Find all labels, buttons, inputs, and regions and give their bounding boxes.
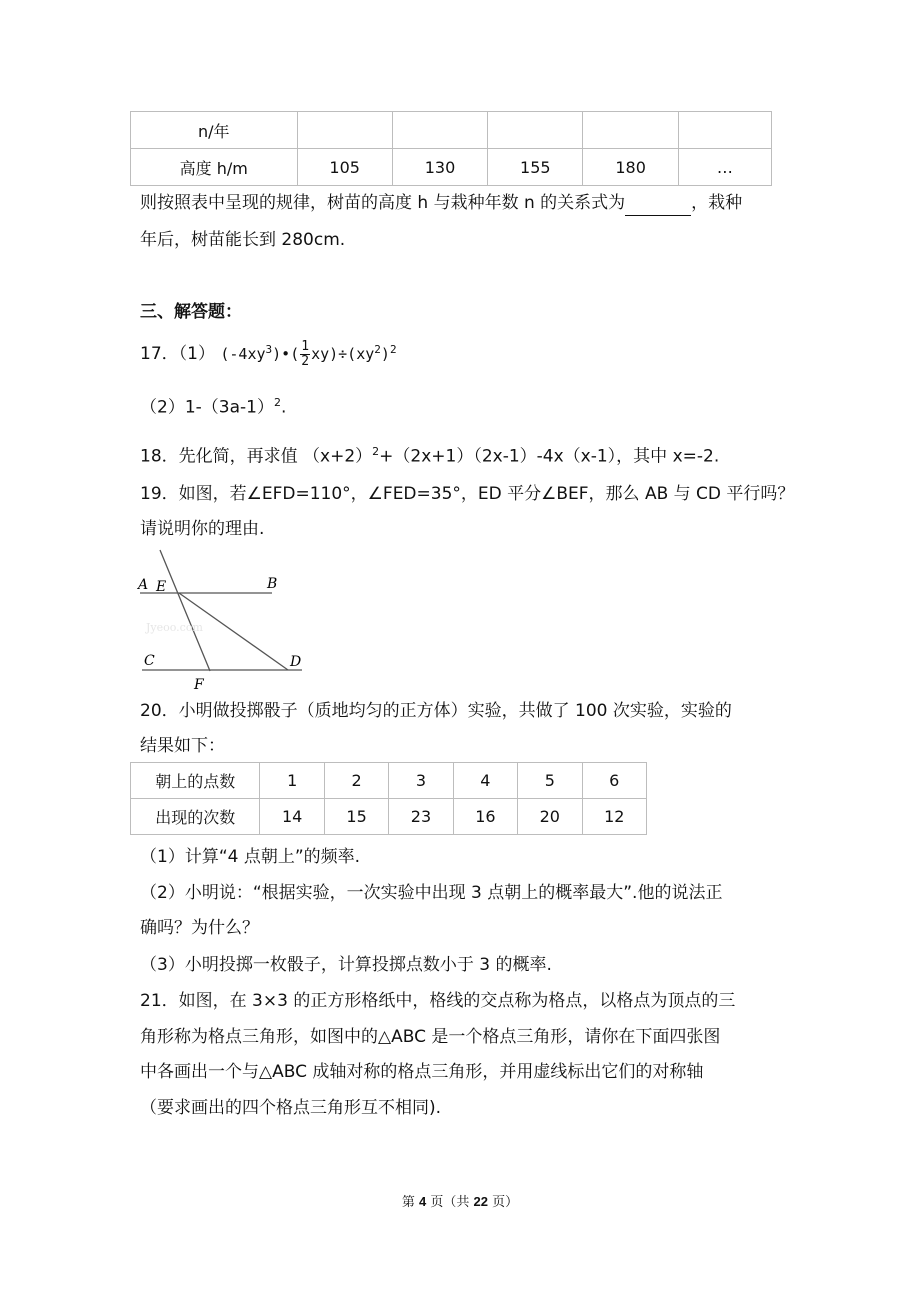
table-cell: n/年: [131, 112, 298, 149]
q20-part2-line1: （2）小明说：“根据实验，一次实验中出现 3 点朝上的概率最大”.他的说法正: [140, 883, 723, 903]
label-a: A: [138, 577, 149, 593]
q16-line2: 年后，树苗能长到 280cm.: [140, 230, 346, 250]
q18-text: [140, 439, 719, 470]
q20-part2-line2: 确吗？为什么？: [140, 918, 259, 938]
q19-line1: 19．如图，若∠EFD=110°，∠FED=35°，ED 平分∠BEF，那么 AB 与 CD 平行吗？: [140, 484, 795, 504]
table-cell: 105: [297, 149, 392, 186]
table-cell: 23: [389, 799, 453, 835]
table-cell: 5: [518, 763, 582, 799]
q21-line4: （要求画出的四个格点三角形互不相同).: [140, 1098, 442, 1118]
q16-text: 则按照表中呈现的规律，树苗的高度 h 与栽种年数 n 的关系式为: [140, 193, 626, 213]
label-e: E: [156, 579, 167, 595]
q20-line1: 20．小明做投掷骰子（质地均匀的正方体）实验，共做了 100 次实验，实验的: [140, 701, 732, 721]
q18-text-a: 18．先化简，再求值 （x+2）: [140, 446, 373, 467]
q20-part3: （3）小明投掷一枚骰子，计算投掷点数小于 3 的概率.: [140, 955, 552, 975]
q17-expression: [220, 339, 397, 369]
table-cell: 4: [453, 763, 517, 799]
table-cell: 出现的次数: [131, 799, 260, 835]
fraction-denominator: 2: [301, 354, 310, 369]
table-cell: 高度 h/m: [131, 149, 298, 186]
q16-line1: [140, 190, 742, 216]
table-cell: 130: [392, 149, 487, 186]
table-cell: 16: [453, 799, 517, 835]
section-title: 三、解答题：: [140, 302, 242, 322]
q19-line2: 请说明你的理由.: [140, 519, 265, 539]
table-cell: [583, 112, 678, 149]
table-cell: 1: [260, 763, 324, 799]
q17-part2-text: （2）1-（3a-1）: [140, 397, 274, 418]
exponent: 2: [374, 343, 381, 356]
q20-line2: 结果如下：: [140, 736, 225, 756]
dice-table: [130, 762, 647, 835]
growth-table: [130, 111, 772, 186]
q17-part1: [140, 337, 397, 369]
q21-line1: 21．如图，在 3×3 的正方形格纸中，格线的交点称为格点，以格点为顶点的三: [140, 991, 736, 1011]
expr-part: ): [380, 345, 390, 363]
expr-part: (-4xy: [220, 345, 266, 363]
footer-prefix: 第: [401, 1195, 420, 1210]
parallel-lines-figure: [130, 545, 320, 695]
q16-text-end: ，栽种: [691, 193, 743, 213]
table-cell: 2: [324, 763, 388, 799]
exponent: 2: [273, 396, 281, 409]
table-cell: [392, 112, 487, 149]
table-cell: 15: [324, 799, 388, 835]
table-cell: 12: [582, 799, 647, 835]
table-cell: …: [678, 149, 771, 186]
table-cell: [297, 112, 392, 149]
expr-part: )•(: [272, 345, 300, 363]
table-row: [131, 149, 772, 186]
table-cell: [488, 112, 583, 149]
q17-part2-end: .: [280, 397, 287, 418]
footer-middle: 页（共: [426, 1195, 474, 1210]
table-row: [131, 799, 647, 835]
table-cell: 朝上的点数: [131, 763, 260, 799]
q21-line3: 中各画出一个与△ABC 成轴对称的格点三角形，并用虚线标出它们的对称轴: [140, 1062, 704, 1082]
transversal-ef: [160, 550, 210, 671]
table-row: [131, 763, 647, 799]
total-pages: 22: [473, 1194, 488, 1209]
answer-blank: [625, 195, 691, 216]
watermark: Jyeoo.com: [146, 621, 203, 634]
table-cell: 155: [488, 149, 583, 186]
table-cell: 20: [518, 799, 582, 835]
table-cell: 14: [260, 799, 324, 835]
page-number: 4: [419, 1194, 427, 1209]
footer-suffix: 页）: [487, 1195, 519, 1210]
table-cell: 3: [389, 763, 453, 799]
label-c: C: [144, 653, 155, 669]
fraction: [300, 340, 310, 369]
table-row: [131, 112, 772, 149]
exponent: 3: [265, 343, 273, 356]
fraction-numerator: 1: [301, 339, 310, 354]
table-cell: 6: [582, 763, 647, 799]
q17-part2: [140, 390, 286, 421]
q17-label: 17．（1）: [140, 344, 215, 364]
exponent: 2: [389, 343, 397, 356]
expr-part: xy)÷(xy: [311, 345, 375, 363]
exponent: 2: [372, 445, 380, 458]
page-footer: [0, 1191, 920, 1210]
table-cell: 180: [583, 149, 678, 186]
label-f: F: [194, 677, 204, 693]
table-cell: [678, 112, 771, 149]
q21-line2: 角形称为格点三角形，如图中的△ABC 是一个格点三角形，请你在下面四张图: [140, 1027, 721, 1047]
q18-text-b: +（2x+1）（2x-1）-4x（x-1），其中 x=-2.: [379, 446, 720, 467]
q20-part1: （1）计算“4 点朝上”的频率.: [140, 847, 361, 867]
label-d: D: [290, 654, 302, 670]
label-b: B: [267, 576, 278, 592]
